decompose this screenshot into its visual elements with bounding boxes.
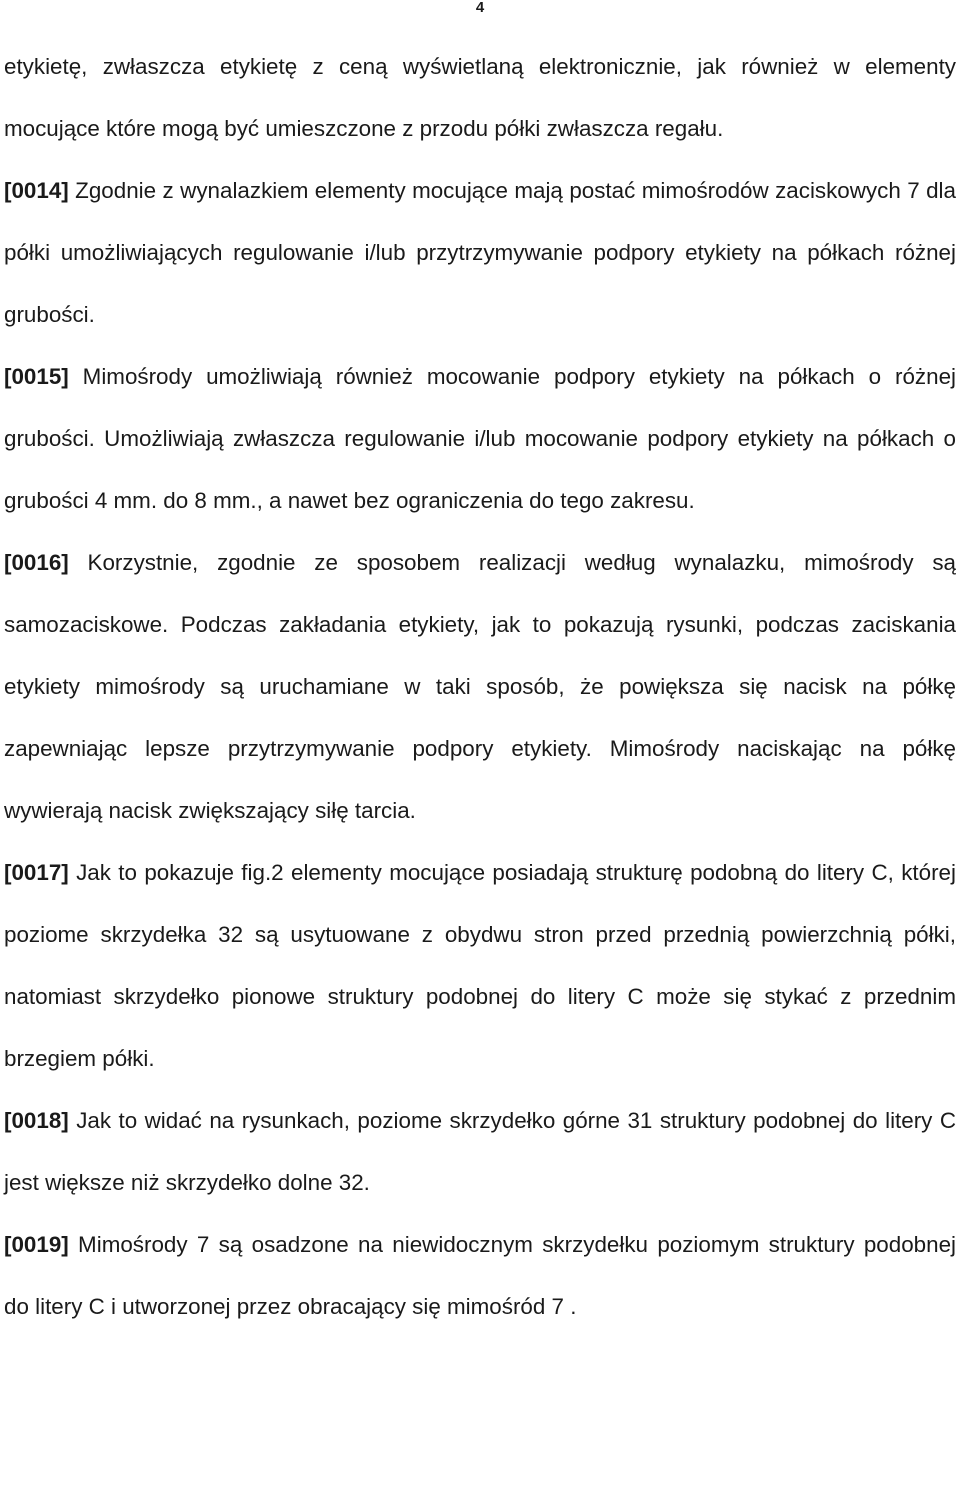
paragraph-0017 [4,842,956,1090]
paragraph-text: Jak to pokazuje fig.2 elementy mocujące posiadają strukturę podobną do litery C, której poziome skrzydełka 32 są usytuowane z obydwu stron przed przednią powierzchnią półki, natomiast skrzydełko pionowe struktury podobnej do litery C może się stykać z przednim brzegiem półki. [4,860,956,1071]
paragraph-text: Jak to widać na rysunkach, poziome skrzydełko górne 31 struktury podobnej do litery C jest większe niż skrzydełko dolne 32. [4,1108,956,1195]
paragraph-text: Korzystnie, zgodnie ze sposobem realizacji według wynalazku, mimośrody są samozaciskowe. Podczas zakładania etykiety, jak to pokazują rysunki, podczas zaciskania etykiety mimośrody są uruchamiane w taki sposób, że powiększa się nacisk na półkę zapewniając lepsze przytrzymywanie podpory etykiety. Mimośrody naciskając na półkę wywierają nacisk zwiększający siłę tarcia. [4,550,956,823]
paragraph-0018 [4,1090,956,1214]
paragraph-text: Zgodnie z wynalazkiem elementy mocujące mają postać mimośrodów zaciskowych 7 dla półki umożliwiających regulowanie i/lub przytrzymywanie podpory etykiety na półkach różnej grubości. [4,178,956,327]
page-number: 4 [475,0,485,16]
paragraph-ref: [0016] [4,550,69,575]
paragraph-text: Mimośrody umożliwiają również mocowanie podpory etykiety na półkach o różnej grubości. Umożliwiają zwłaszcza regulowanie i/lub mocowanie podpory etykiety na półkach o grubości 4 mm. do 8 mm., a nawet bez ograniczenia do tego zakresu. [4,364,956,513]
paragraph-0015 [4,346,956,532]
paragraph-text: Mimośrody 7 są osadzone na niewidocznym skrzydełku poziomym struktury podobnej do litery C i utworzonej przez obracający się mimośród 7 . [4,1232,956,1319]
paragraph-0016 [4,532,956,842]
paragraph-ref: [0019] [4,1232,69,1257]
paragraph-ref: [0018] [4,1108,69,1133]
paragraph-0014 [4,160,956,346]
paragraph-ref: [0017] [4,860,69,885]
document-body [4,36,956,1338]
paragraph-text: etykietę, zwłaszcza etykietę z ceną wyświetlaną elektronicznie, jak również w elementy mocujące które mogą być umieszczone z przodu półki zwłaszcza regału. [4,54,956,141]
paragraph-ref: [0015] [4,364,69,389]
paragraph-ref: [0014] [4,178,69,203]
paragraph-continuation [4,36,956,160]
paragraph-0019 [4,1214,956,1338]
